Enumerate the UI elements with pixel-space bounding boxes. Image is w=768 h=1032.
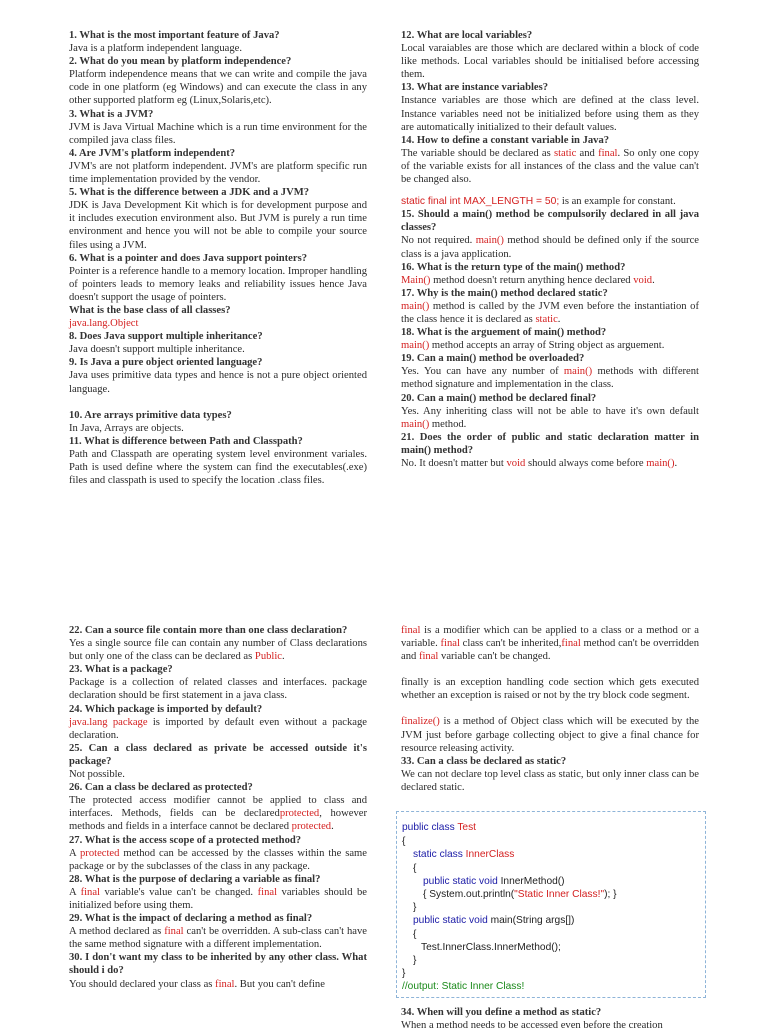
- text: variable's value can't be changed.: [100, 886, 258, 898]
- code-text: ); }: [604, 889, 617, 900]
- finalize-definition: [401, 715, 699, 754]
- faq-column-bottom-left: [69, 624, 367, 991]
- text: .: [557, 313, 561, 325]
- question-2: 2. What do you mean by platform independence?: [69, 56, 292, 68]
- text: Yes. Any inheriting class will not be able to have it's own default: [401, 405, 699, 417]
- keyword-main: main(): [646, 458, 675, 469]
- code-snippet: static final int MAX_LENGTH = 50;: [401, 196, 560, 208]
- answer-22: [69, 637, 367, 663]
- code-line: }: [402, 968, 406, 979]
- question-23: 23. What is a package?: [69, 664, 173, 676]
- text: method should be defined only if the source class is a java application.: [401, 235, 699, 260]
- keyword-main: main(): [563, 366, 593, 378]
- code-text: { System.out.println(: [423, 889, 515, 900]
- text: variables should be initialized before using them.: [69, 886, 368, 911]
- text: The variable should be declared as: [401, 147, 554, 159]
- answer-1: Java is a platform independent language.: [69, 43, 242, 55]
- text: The protected access modifier cannot be applied to class and interfaces. Methods, fields can be declared: [69, 795, 367, 820]
- text: .: [652, 274, 655, 286]
- code-keyword: public class: [402, 822, 458, 833]
- code-line: [423, 875, 565, 888]
- text: is an example for constant.: [559, 196, 676, 208]
- question-17: 17. Why is the main() method declared static?: [401, 287, 608, 299]
- code-line: [413, 848, 514, 861]
- code-comment: //output: Static Inner Class!: [402, 981, 525, 992]
- question-7: What is the base class of all classes?: [69, 304, 231, 316]
- keyword-protected: protected: [279, 808, 320, 820]
- question-30: 30. I don't want my class to be inherited by any other class. What should i do?: [69, 952, 367, 977]
- answer-10: In Java, Arrays are objects.: [69, 422, 184, 434]
- question-6: 6. What is a pointer and does Java support pointers?: [69, 252, 308, 264]
- keyword-void: void: [506, 458, 526, 469]
- answer-7: java.lang.Object: [69, 318, 139, 330]
- text: is imported by default even without a package declaration.: [69, 716, 367, 741]
- question-3: 3. What is a JVM?: [69, 108, 154, 120]
- faq-column-top-right: [401, 29, 699, 470]
- answer-19: [401, 365, 699, 391]
- text: .: [331, 821, 334, 833]
- code-class-name: InnerClass: [465, 849, 515, 860]
- code-line: {: [413, 929, 417, 940]
- answer-27: [69, 847, 367, 873]
- keyword-final: final: [164, 926, 184, 938]
- keyword-final: final: [418, 651, 439, 663]
- spacer: [401, 663, 699, 676]
- text: can't be overridden. A sub-class can't have the same method signature with a different implementation.: [69, 926, 367, 951]
- answer-12: Local varaiables are those which are declared within a block of code like methods. Local variables should be initialised before accessing them.: [401, 43, 699, 81]
- text: methods with different method signature and implementation in the class.: [401, 366, 699, 391]
- question-16: 16. What is the return type of the main() method?: [401, 261, 626, 273]
- code-line: }: [413, 902, 417, 913]
- answer-29: [69, 925, 367, 951]
- question-15: 15. Should a main() method be compulsorily declared in all java classes?: [401, 209, 699, 234]
- question-29: 29. What is the impact of declaring a method as final?: [69, 913, 313, 925]
- text: method can be accessed by the classes within the same package or by the subclasses of the class in any package.: [69, 847, 367, 872]
- code-text: InnerMethod(): [500, 876, 565, 887]
- keyword-final: final: [401, 625, 421, 636]
- answer-21: [401, 457, 699, 470]
- question-24: 24. Which package is imported by default?: [69, 703, 263, 715]
- keyword-main: main(): [401, 418, 430, 430]
- code-line: {: [413, 863, 417, 874]
- code-line: [413, 914, 574, 927]
- code-class-name: Test: [457, 822, 476, 833]
- code-line: [402, 821, 476, 834]
- question-8: 8. Does Java support multiple inheritance?: [69, 331, 263, 343]
- final-definition: [401, 624, 699, 663]
- answer-26: [69, 794, 367, 833]
- text: method is called by the JVM even before the instantiation of the class hence it is declared as: [401, 300, 699, 325]
- text: , however methods and fields in a interface cannot be declared: [69, 808, 367, 833]
- keyword-final: final: [440, 638, 460, 650]
- question-14: 14. How to define a constant variable in Java?: [401, 134, 610, 146]
- faq-column-top-left: [69, 29, 367, 487]
- question-4: 4. Are JVM's platform independent?: [69, 147, 236, 159]
- text: Yes a single source file can contain any number of Class declarations but only one of the class can be declared as: [69, 638, 367, 663]
- question-20: 20. Can a main() method be declared final?: [401, 392, 597, 404]
- text: variable can't be changed.: [438, 651, 551, 663]
- code-line: {: [402, 836, 406, 847]
- answer-33: We can not declare top level class as static, but only inner class can be declared static.: [401, 768, 699, 793]
- question-22: 22. Can a source file contain more than one class declaration?: [69, 625, 348, 636]
- keyword-final: final: [598, 147, 618, 159]
- spacer: [401, 186, 699, 195]
- text: Yes. You can have any number of: [401, 366, 564, 378]
- code-example-box: [396, 811, 706, 998]
- answer-9: Java uses primitive data types and hence is not a pure object oriented language.: [69, 370, 367, 395]
- text: is a modifier which can be applied to a class or a method or a variable.: [401, 625, 699, 650]
- answer-17: [401, 300, 699, 326]
- keyword-void: void: [633, 274, 653, 286]
- question-12: 12. What are local variables?: [401, 30, 533, 41]
- text: No not required.: [401, 235, 476, 247]
- code-keyword: public static void: [423, 876, 501, 887]
- question-10: 10. Are arrays primitive data types?: [69, 409, 232, 421]
- text: .: [674, 458, 678, 469]
- question-28: 28. What is the purpose of declaring a variable as final?: [69, 873, 321, 885]
- question-26: 26. Can a class be declared as protected?: [69, 782, 253, 794]
- question-33: 33. Can a class be declared as static?: [401, 755, 567, 767]
- text: A: [69, 886, 81, 898]
- answer-15: [401, 234, 699, 260]
- question-34: 34. When will you define a method as static?: [401, 1007, 602, 1018]
- question-19: 19. Can a main() method be overloaded?: [401, 353, 585, 365]
- question-18: 18. What is the arguement of main() method?: [401, 327, 607, 339]
- keyword-main: Main(): [401, 274, 431, 286]
- text: . So only one copy of the variable exists for all instances of the class and the value can't be changed also.: [401, 147, 699, 186]
- answer-5: JDK is Java Development Kit which is for development purpose and it includes execution environment also. But JVM is purely a run time environment and hence you will not be able to compile your source files using a JVM.: [69, 200, 367, 251]
- keyword-final: final: [215, 978, 235, 990]
- answer-13: Instance variables are those which are defined at the class level. Instance variables need not be initialized before using them as they are automatically initialized to their default values.: [401, 95, 699, 133]
- text: class can't be inherited,: [459, 638, 562, 650]
- text: . But you can't define: [234, 978, 325, 990]
- text: method doesn't return anything hence declared: [430, 274, 634, 286]
- answer-4: JVM's are not platform independent. JVM's are platform specific run time implementation provided by the vendor.: [69, 160, 367, 186]
- finally-definition: finally is an exception handling code section which gets executed whether an exception is raised or not by the try block code segment.: [401, 677, 699, 702]
- keyword-package: java.lang package: [69, 716, 148, 728]
- text: No. It doesn't matter but: [401, 458, 507, 469]
- answer-20: [401, 405, 699, 431]
- question-11: 11. What is difference between Path and Classpath?: [69, 435, 303, 447]
- question-5: 5. What is the difference between a JDK and a JVM?: [69, 187, 310, 199]
- code-line: [423, 888, 617, 901]
- question-21: 21. Does the order of public and static declaration matter in main() method?: [401, 431, 699, 456]
- text: is a method of Object class which will be executed by the JVM just before garbage collecting object to give a final chance for resource releasing activity.: [401, 716, 699, 754]
- answer-14: [401, 147, 699, 186]
- keyword-static: static: [535, 313, 558, 325]
- answer-28: [69, 886, 367, 912]
- keyword-final: final: [561, 638, 581, 650]
- answer-3: JVM is Java Virtual Machine which is a run time environment for the compiled java class files.: [69, 121, 367, 146]
- keyword-main: main(): [401, 340, 430, 352]
- keyword-final: final: [80, 886, 100, 898]
- keyword-finalize: finalize(): [401, 716, 440, 728]
- answer-18: [401, 339, 699, 352]
- text: You should declared your class as: [69, 978, 216, 990]
- question-1: 1. What is the most important feature of Java?: [69, 30, 280, 41]
- question-9: 9. Is Java a pure object oriented language?: [69, 357, 263, 369]
- answer-24: [69, 716, 367, 742]
- post-code-section: [401, 1006, 699, 1032]
- keyword-static: static: [553, 147, 577, 159]
- text: method can't be overridden and: [401, 638, 699, 663]
- text: method.: [429, 418, 467, 430]
- answer-30: [69, 978, 367, 991]
- code-string: "Static Inner Class!": [514, 889, 605, 900]
- code-keyword: public static void: [413, 915, 491, 926]
- question-13: 13. What are instance variables?: [401, 82, 549, 94]
- text: and: [576, 147, 599, 159]
- answer-2: Platform independence means that we can write and compile the java code in one platform (eg Windows) and can execute the class in any other supported platform eg (Linux,Solaris,etc).: [69, 69, 367, 107]
- answer-11: Path and Classpath are operating system level environment variales. Path is used define where the system can find the executables(.exe) files and classpath is used to specify the location .class files.: [69, 448, 367, 487]
- keyword-main: main(): [401, 300, 430, 312]
- answer-8: Java doesn't support multiple inheritance.: [69, 344, 245, 356]
- spacer: [401, 702, 699, 715]
- question-25: 25. Can a class declared as private be accessed outside it's package?: [69, 742, 367, 767]
- answer-6: Pointer is a reference handle to a memory location. Improper handling of pointers leads to memory leaks and reliability issues hence Java doesn't support the usage of pointers.: [69, 265, 367, 303]
- text: method accepts an array of String object as arguement.: [429, 340, 665, 352]
- text: A: [69, 847, 80, 859]
- keyword-protected: protected: [80, 847, 120, 859]
- answer-14-example: [401, 195, 699, 208]
- answer-25: Not possible.: [69, 769, 125, 781]
- spacer: [69, 396, 367, 409]
- answer-34: When a method needs to be accessed even before the creation: [401, 1020, 663, 1032]
- answer-23: Package is a collection of related classes and interfaces. package declaration should be first statement in a java class.: [69, 677, 367, 702]
- code-line: Test.InnerClass.InnerMethod();: [421, 942, 561, 953]
- keyword-final: final: [257, 886, 278, 898]
- text: should always come before: [525, 458, 647, 469]
- code-line: }: [413, 955, 417, 966]
- keyword-protected: protected: [291, 821, 332, 833]
- code-keyword: static class: [413, 849, 466, 860]
- answer-16: [401, 274, 699, 287]
- question-27: 27. What is the access scope of a protected method?: [69, 834, 302, 846]
- keyword-public: Public: [254, 651, 282, 663]
- text: A method declared as: [69, 926, 165, 938]
- keyword-main: main(): [475, 235, 504, 247]
- text: .: [282, 651, 285, 663]
- code-text: main(String args[]): [490, 915, 575, 926]
